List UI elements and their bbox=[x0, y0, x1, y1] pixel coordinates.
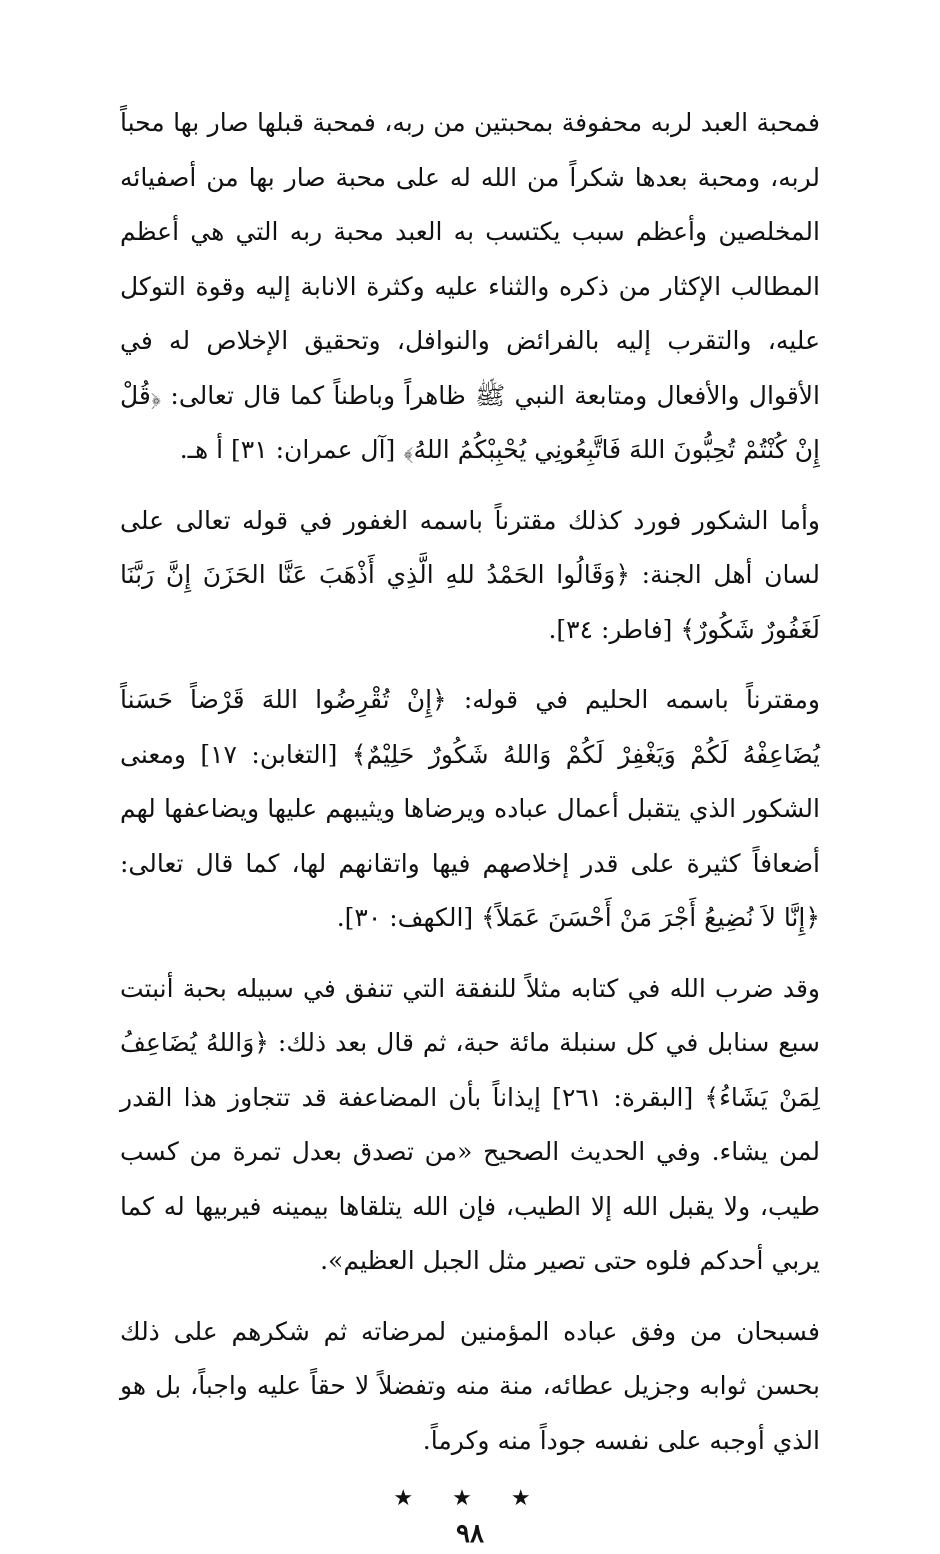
paragraph-closing: فسبحان من وفق عباده المؤمنين لمرضاته ثم شكرهم على ذلك بحسن ثوابه وجزيل عطائه، منة منه وتفضلاً لا حقاً عليه واجباً، بل هو الذي أوجبه على نفسه جوداً منه وكرماً. bbox=[120, 1316, 820, 1455]
paragraph-shakur-halim: ومقترناً باسمه الحليم في قوله: ﴿إِنْ تُقْرِضُوا اللهَ قَرْضاً حَسَناً يُضَاعِفْهُ لَكُمْ وَيَغْفِرْ لَكُمْ وَاللهُ شَكُورٌ حَلِيْمٌ﴾ [التغابن: ١٧] ومعنى الشكور الذي يتقبل أعمال عباده ويرضاها ويثيبهم عليها ويضاعفها لهم أضعافاً كثيرة على قدر إخلاصهم فيها واتقانهم لها، كما قال تعالى: ﴿إِنَّا لاَ نُضِيعُ أَجْرَ مَنْ أَحْسَنَ عَمَلاً﴾ [الكهف: ٣٠]. bbox=[120, 685, 820, 932]
section-divider-stars: ★ ★ ★ bbox=[393, 1486, 547, 1511]
paragraph-love-of-servant: فمحبة العبد لربه محفوفة بمحبتين من ربه، فمحبة قبلها صار بها محباً لربه، ومحبة بعدها شكراً من الله له على محبة صار بها من أصفيائه المخلصين وأعظم سبب يكتسب به العبد محبة ربه التي هي أعظم المطالب الإكثار من ذكره والثناء عليه وكثرة الانابة إليه وقوة التوكل عليه، والتقرب إليه بالفرائض والنوافل، وتحقيق الإخلاص له في الأقوال والأفعال ومتابعة النبي ﷺ ظاهراً وباطناً كما قال تعالى: ﴿قُلْ إِنْ كُنْتُمْ تُحِبُّونَ اللهَ فَاتَّبِعُونِي يُحْبِبْكُمُ اللهُ﴾ [آل عمران: ٣١] أ هـ. bbox=[120, 108, 820, 464]
page-number: ٩٨ bbox=[456, 1519, 484, 1549]
paragraph-charity-parable: وقد ضرب الله في كتابه مثلاً للنفقة التي تنفق في سبيله بحبة أنبتت سبع سنابل في كل سنبلة مائة حبة، ثم قال بعد ذلك: ﴿وَاللهُ يُضَاعِفُ لِمَنْ يَشَاءُ﴾ [البقرة: ٢٦١] إيذاناً بأن المضاعفة قد تتجاوز هذا القدر لمن يشاء. وفي الحديث الصحيح «من تصدق بعدل تمرة من كسب طيب، ولا يقبل الله إلا الطيب، فإن الله يتلقاها بيمينه فيربيها له كما يربي أحدكم فلوه حتى تصير مثل الجبل العظيم». bbox=[120, 973, 820, 1275]
paragraph-shakur-ghafur: وأما الشكور فورد كذلك مقترناً باسمه الغفور في قوله تعالى على لسان أهل الجنة: ﴿وَقَالُوا الحَمْدُ للهِ الَّذِي أَذْهَبَ عَنَّا الحَزَنَ إِنَّ رَبَّنَا لَغَفُورٌ شَكُورٌ﴾ [فاطر: ٣٤]. bbox=[120, 505, 820, 644]
